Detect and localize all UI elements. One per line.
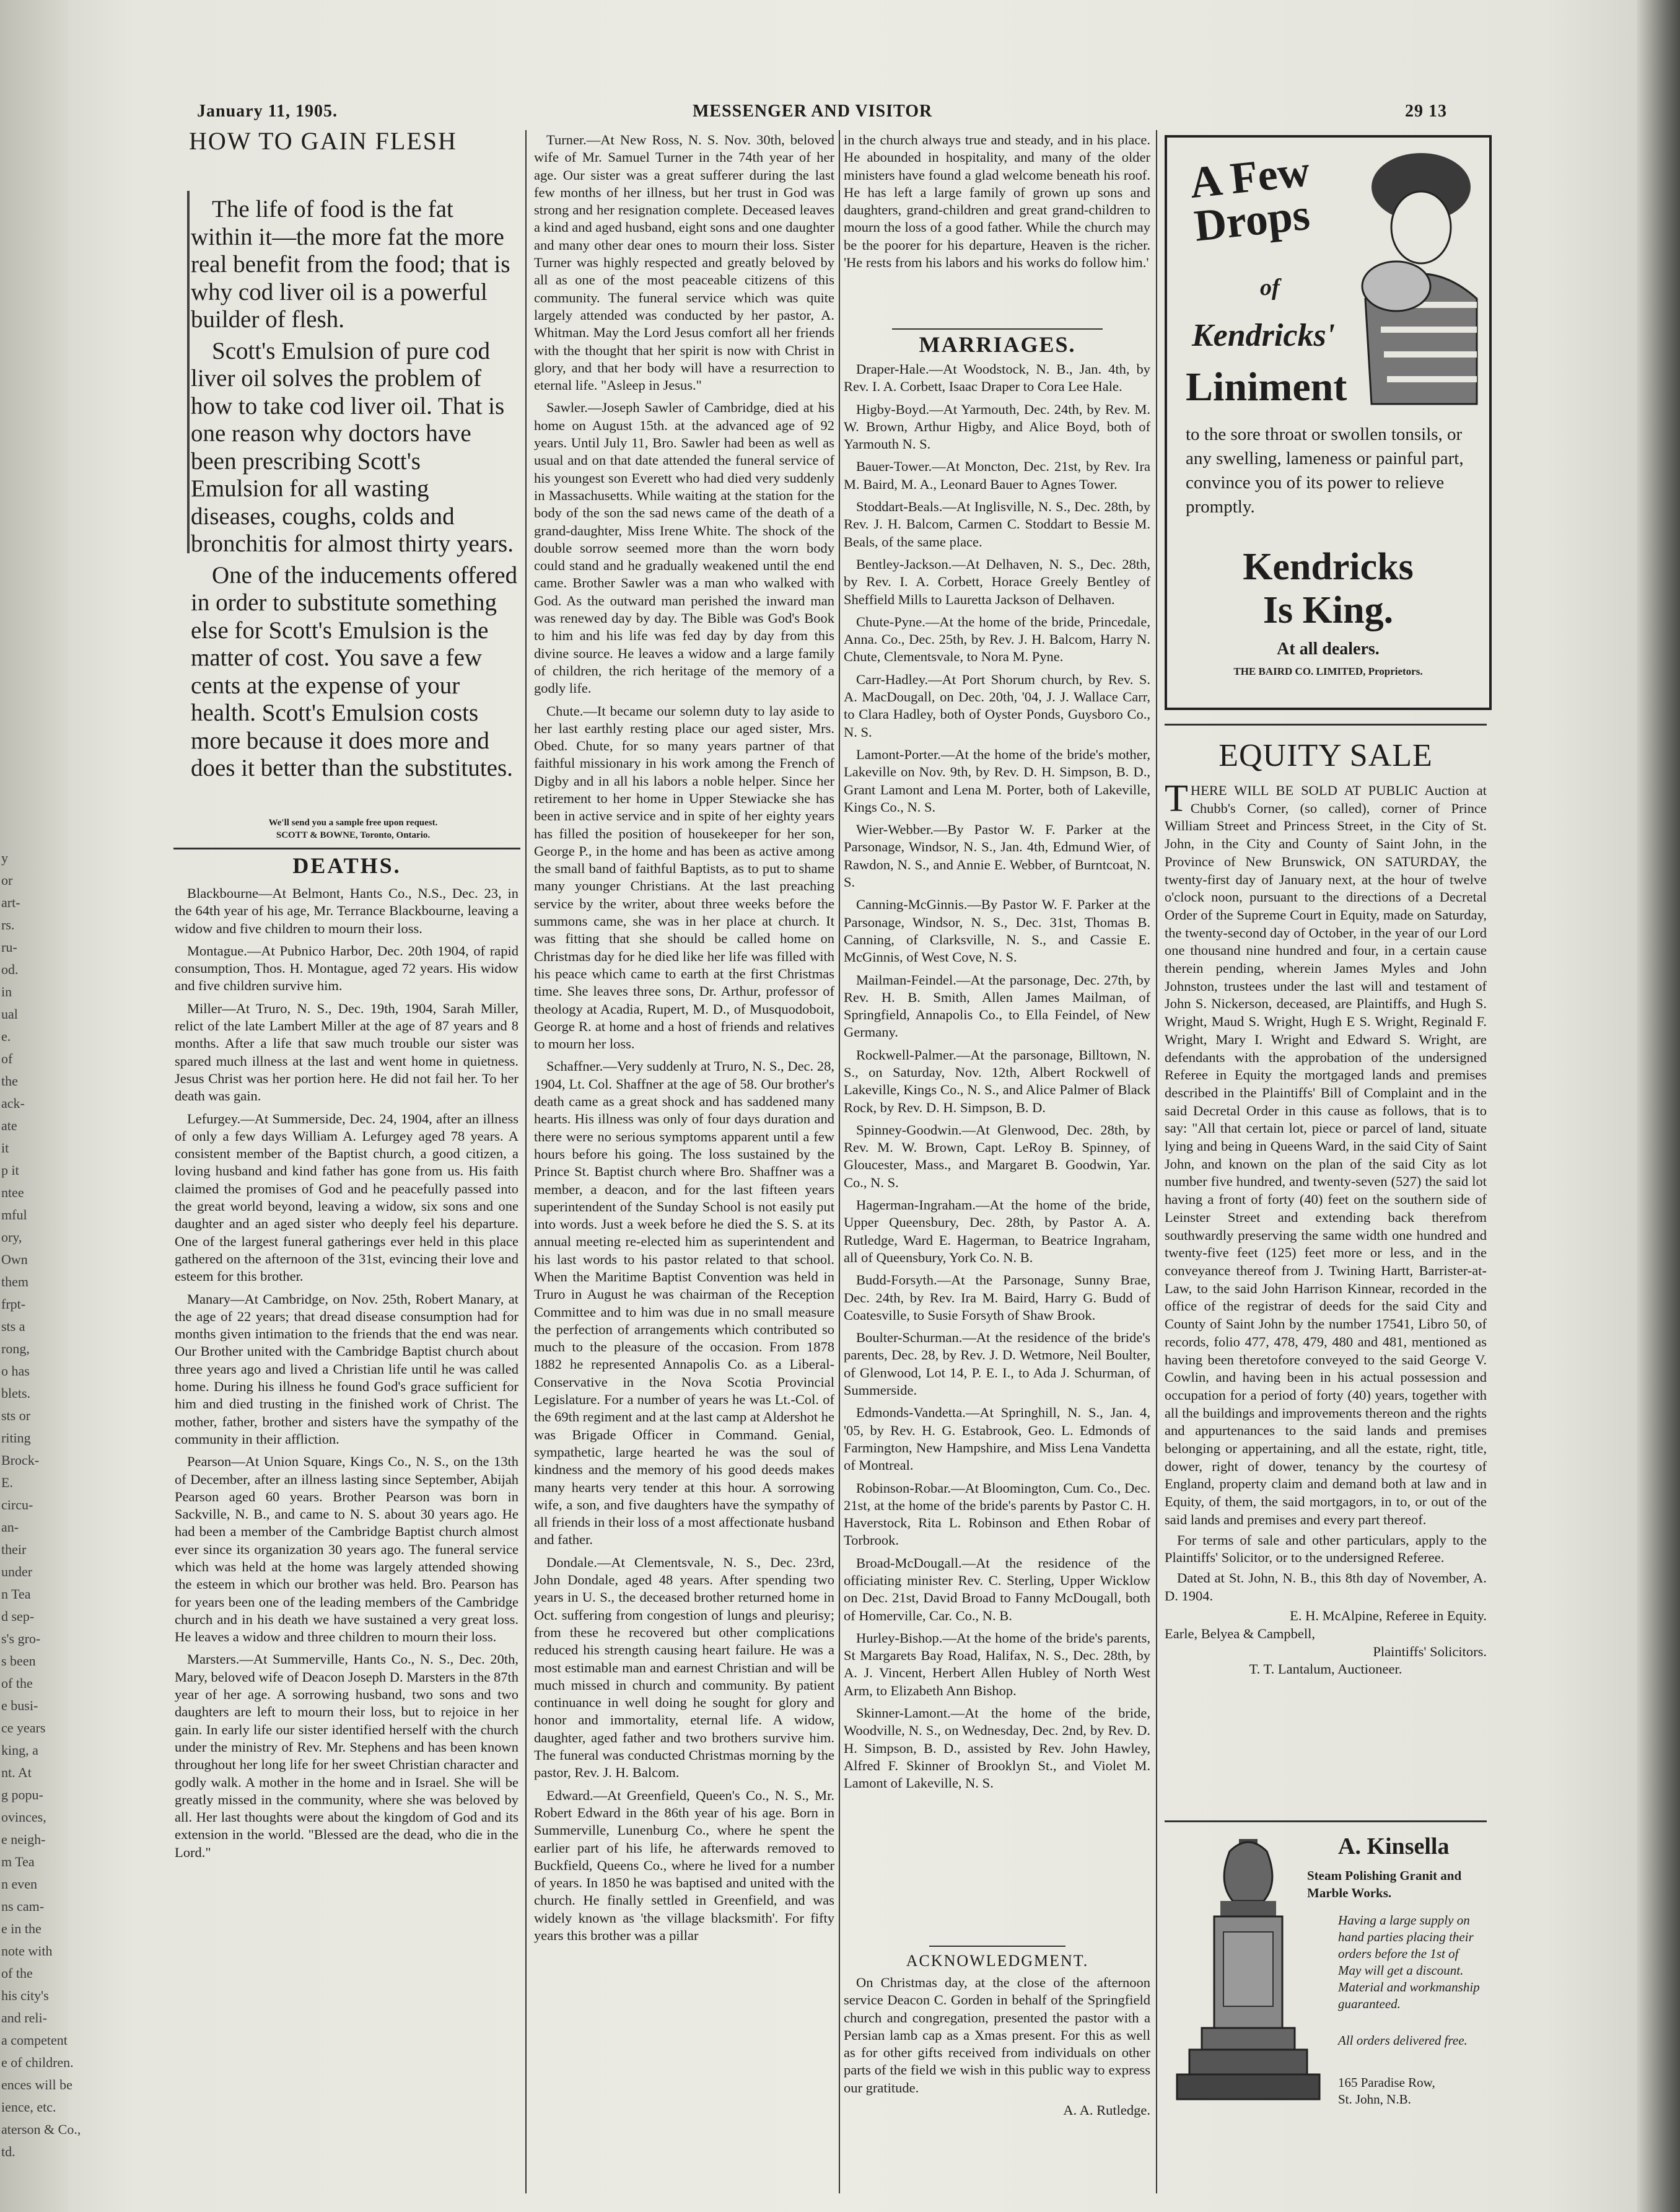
facing-page-fragment: e. xyxy=(1,1029,11,1044)
marriage-notice: Hagerman-Ingraham.—At the home of the bride, Upper Queensbury, Dec. 28th, by Pastor A. A. Rutledge, Ward E. Hagerman, to Beatrice Ingraham, all of Queensbury, York Co. N. B. xyxy=(844,1197,1150,1265)
marriages-column xyxy=(844,361,1150,1947)
referee: E. H. McAlpine, Referee in Equity. xyxy=(1290,1608,1487,1624)
facing-page-fragment: and reli- xyxy=(1,2010,47,2025)
advertiser: SCOTT & BOWNE, Toronto, Ontario. xyxy=(276,830,431,840)
equity-sale-notice xyxy=(1165,778,1487,1679)
facing-page-fragment: rong, xyxy=(1,1341,30,1356)
ad-paragraph: Scott's Emulsion of pure cod liver oil solves the problem of how to take cod liver oil. That is one reason why doctors have been prescribing Scott's Emulsion for all wasting diseases, coughs, colds and bronchitis for almost thirty years. xyxy=(191,337,514,557)
marriage-notice: Bentley-Jackson.—At Delhaven, N. S., Dec. 28th, by Rev. I. A. Corbett, Horace Greely Bentley of Sheffield Mills to Lauretta Jackson of Delhaven. xyxy=(844,556,1150,607)
facing-page-fragment: nt. At xyxy=(1,1765,32,1780)
page-number: 29 13 xyxy=(1405,102,1447,121)
facing-page-fragment: e of children. xyxy=(1,2055,74,2070)
facing-page-fragment: riting xyxy=(1,1430,31,1446)
marriages-heading: MARRIAGES. xyxy=(919,332,1076,357)
marriage-notice: Budd-Forsyth.—At the Parsonage, Sunny Brae, Dec. 24th, by Rev. Ira M. Baird, Harry G. Budd of Coatesville, to Susie Forsyth of Shaw Brook. xyxy=(844,1272,1150,1323)
facing-page-fragment: ual xyxy=(1,1006,18,1022)
ad-line xyxy=(1187,146,1316,251)
facing-page-fragment: e in the xyxy=(1,1921,42,1936)
marriage-notice: Stoddart-Beals.—At Inglisville, N. S., Dec. 28th, by Rev. J. H. Balcom, Carmen C. Stoddart to Bessie M. Beals, of the same place. xyxy=(844,499,1150,550)
facing-page-fragment: in xyxy=(1,984,12,999)
notice-terms: For terms of sale and other particulars, apply to the Plaintiffs' Solicitor, or to the undersigned Referee. xyxy=(1165,1532,1487,1566)
death-notice: Edward.—At Greenfield, Queen's Co., N. S., Mr. Robert Edward in the 86th year of his age. Born in Summerville, Lunenburg Co., where he spent the earlier part of his life, he afterwards removed to Buckfield, Queens Co., where he lived for a number of years. In 1850 he was baptised and united with the church. He finally settled in Greenfield, and was widely known as 'the village blacksmith'. For fifty years this brother was a pillar xyxy=(534,1787,834,1943)
delivery-note: All orders delivered free. xyxy=(1338,2033,1468,2048)
death-notice: Sawler.—Joseph Sawler of Cambridge, died at his home on August 15th. at the advanced age of 92 years. Until July 11, Bro. Sawler had been as well as usual and on that date attended the funeral service of his youngest son Everett who had died very suddenly in Massachusetts. While waiting at the station for the body of the son the sad news came of the death of a grand-daughter, Miss Irene White. The shock of the double sorrow seemed more than the worn body could stand and he gradually weakened until the end came. Brother Sawler was a man who walked with God. As the outward man perished the inward man was renewed day by day. The Bible was God's Book to him and his life was fed day by day from this divine source. He leaves a widow and a large family of children, the rich heritage of the memory of a godly life. xyxy=(534,400,834,696)
marriage-notice: Spinney-Goodwin.—At Glenwood, Dec. 28th, by Rev. M. W. Brown, Capt. LeRoy B. Spinney, of Gloucester, Mass., and Margaret B. Goodwin, Yar. Co., N. S. xyxy=(844,1121,1150,1190)
kendricks-liniment-ad xyxy=(1165,135,1492,710)
marriage-notice: Wier-Webber.—By Pastor W. F. Parker at the Parsonage, Windsor, N. S., Jan. 4th, Edmund Wier, of Rawdon, N. S., and Annie E. Webber, of Burntcoat, N. S. xyxy=(844,822,1150,890)
facing-page-fragment: n Tea xyxy=(1,1586,31,1602)
facing-page-fragment: sts a xyxy=(1,1319,25,1334)
ad-text-a-few: A Few xyxy=(1187,146,1312,208)
column-rule xyxy=(1156,130,1157,2193)
ad-brand: Kendricks' xyxy=(1192,318,1336,353)
ad-headline: HOW TO GAIN FLESH xyxy=(189,127,457,155)
auctioneer: T. T. Lantalum, Auctioneer. xyxy=(1249,1661,1402,1677)
facing-page-fragment: ences will be xyxy=(1,2077,72,2092)
facing-page-fragment: blets. xyxy=(1,1385,31,1401)
facing-page-fragment: s been xyxy=(1,1653,36,1669)
facing-page-fragment: p it xyxy=(1,1162,19,1178)
facing-page-fragment: g popu- xyxy=(1,1787,43,1802)
marriage-notice: Mailman-Feindel.—At the parsonage, Dec. 27th, by Rev. H. B. Smith, Allen James Mailman, of Springfield, Annapolis Co., to Ella Feindel, of New Germany. xyxy=(844,972,1150,1040)
death-notice: Montague.—At Pubnico Harbor, Dec. 20th 1904, of rapid consumption, Thos. H. Montague, aged 72 years. His widow and five children survive him. xyxy=(175,942,518,994)
ad-body: Having a large supply on hand parties placing their orders before the 1st of May will get a discount. Material and workmanship guaranteed. xyxy=(1338,1913,1480,2011)
facing-page-fragment: E. xyxy=(1,1475,13,1490)
facing-page-fragment: circu- xyxy=(1,1497,33,1512)
facing-page-fragment: e neigh- xyxy=(1,1832,46,1847)
facing-page-fragment: a competent xyxy=(1,2032,68,2048)
death-notice: Lefurgey.—At Summerside, Dec. 24, 1904, after an illness of only a few days William A. Lefurgey aged 78 years. A consistent member of the Baptist church, a good citizen, a loving husband and kind father has gone from us. His faith claimed the promises of God and he peacefully passed into the great world beyond, leaving a widow, six sons and one daughter and an aged sister who deeply feel his departure. One of the largest funeral gatherings ever held in this place gathered on the afternoon of the 31st, evincing their love and esteem for this brother. xyxy=(175,1110,518,1284)
address-line-1: 165 Paradise Row, xyxy=(1338,2075,1435,2090)
death-continued xyxy=(844,131,1150,323)
notice-body: HERE WILL BE SOLD AT PUBLIC Auction at Chubb's Corner, (so called), corner of Prince William Street and Princess Street, in the City of St. John, in the City and County of Saint John, in the Province of New Brunswick, ON SATURDAY, the twenty-first day of January next, at the hour of twelve o'clock noon, pursuant to the directions of a Decretal Order of the Supreme Court in Equity, made on Saturday, the twenty-second day of October, in the year of our Lord one thousand nine hundred and four, in a certain cause therein pending, wherein James Myles and John Johnston, trustees under the last will and testament of John S. Nickerson, deceased, are Plaintiffs, and Hugh S. Wright, Maud S. Wright, Hugh E S. Wright, Reginald F. Wright, Mary I. Wright and Edward S. Wright, are defendants with the approbation of the undersigned Referee in Equity the mortgaged lands and premises described in the Plaintiffs' Bill of Complaint and in the said Decretal Order in this cause as follows, that is to say: "All that certain lot, piece or parcel of land, situate lying and being in Queens Ward, in the said City of Saint John, and known on the plan of the said City as lot number five hundred, and twenty-seven (527) the said lot having a front of forty (40) feet on the southern side of Leinster Street and extending back therefrom southwardly preserving the same width one hundred and twenty-five feet (125) feet more or less, and in the conveyance thereof from J. Twining Hartt, Barrister-at-Law, to the said John Harrison Kinnear, recorded in the office of the registrar of deeds for the said City and County of Saint John by the number 17541, Libro 50, of records, folio 477, 478, 479, 480 and 481, mentioned as having been theretofore conveyed to the said George V. Cowlin, and having been in his actual possession and occupation for a period of forty (40) years, together with all the buildings and improvements thereon and the rights and appurtenances to the said lands and premises belonging or appertaining, and all the estate, right, title, dower, right of dower, tenancy by the courtesy of England, property claim and demand both at law and in Equity, of them, the said mortgagors, in to, or out of the said lands and premises and every part thereof. xyxy=(1165,783,1487,1527)
marriage-notice: Carr-Hadley.—At Port Shorum church, by Rev. S. A. MacDougall, on Dec. 20th, '04, J. J. Wallace Carr, to Clara Hadley, both of Oyster Ponds, Guysboro Co., N. S. xyxy=(844,671,1150,740)
facing-page-fragment: rs. xyxy=(1,917,15,933)
marriage-notice: Robinson-Robar.—At Bloomington, Cum. Co., Dec. 21st, at the home of the bride's parents by Pastor C. H. Haverstock, Rita L. Robinson and Ethen Robar of Torbrook. xyxy=(844,1480,1150,1548)
section-rule xyxy=(929,1946,1065,1947)
facing-page-fragment: sts or xyxy=(1,1408,31,1423)
marriage-notice: Bauer-Tower.—At Moncton, Dec. 21st, by Rev. Ira M. Baird, M. A., Leonard Bauer to Agnes Tower. xyxy=(844,459,1150,492)
column-rule xyxy=(839,130,840,2193)
slogan-line-2: Is King. xyxy=(1262,589,1394,631)
facing-page-fragment: ce years xyxy=(1,1720,46,1736)
facing-page-fragment: or xyxy=(1,872,13,888)
facing-page-fragment: note with xyxy=(1,1943,53,1959)
address xyxy=(1338,2074,1481,2108)
acknowledgment-text: On Christmas day, at the close of the afternoon service Deacon C. Gorden in behalf of the Springfield church and congregation, presented the pastor with a Persian lamb cap as a Xmas present. For this as well as for other gifts received from individuals on other parts of the field we wish in this public way to express our gratitude. xyxy=(844,1975,1150,2096)
facing-page-fragment: an- xyxy=(1,1519,19,1535)
section-rule xyxy=(892,328,1103,330)
death-notice: Chute.—It became our solemn duty to lay aside to her last earthly resting place our aged sister, Mrs. Obed. Chute, for so many years partner of that faithful missionary in his work among the French of Digby and in all his labors a noble helper. Since her retirement to her home in Upper Stewiacke she has been in active service and in spite of her eighty years has filled the position of housekeeper for her son, George P., in the home and has been as active among the small band of faithful Baptists, as to put to shame many younger Christians. At the last preaching service by the writer, about three weeks before the summons came, she was in her place at church. It was fitting that she should be called home on Christmas day for he died like her life was filled with his peace which came to earth at the first Christmas time. She leaves three sons, Dr. Arthur, professor of theology at Acadia, Rupert, M. D., of Musquodoboit, George R. at home and a host of friends and relatives to mourn her loss. xyxy=(534,703,834,1052)
facing-page-fragment: e busi- xyxy=(1,1698,38,1713)
marriage-notice: Chute-Pyne.—At the home of the bride, Princedale, Anna. Co., Dec. 25th, by Rev. J. H. Balcom, Harry N. Chute, Clementsvale, to Nora M. Pyne. xyxy=(844,613,1150,665)
facing-page-fragment: frpt- xyxy=(1,1296,26,1312)
facing-page-fragment: aterson & Co., xyxy=(1,2122,81,2137)
facing-page-fragment: m Tea xyxy=(1,1854,35,1869)
ad-paragraph: One of the inducements offered in order to substitute something else for Scott's Emulsion is the matter of cost. You save a few cents at the expense of your health. Scott's Emulsion costs more because it does more and does it better than the substitutes. xyxy=(191,561,518,781)
marriage-notice: Rockwell-Palmer.—At the parsonage, Billtown, N. S., on Saturday, Nov. 12th, Albert Rockwell of Lakeville, Kings Co., N. S., and Alice Palmer of Black Rock, by Rev. D. H. Simpson, B. D. xyxy=(844,1047,1150,1115)
marriage-notice: Broad-McDougall.—At the residence of the officiating minister Rev. C. Sterling, Upper Wicklow on Dec. 21st, David Broad to Fanny McDougall, both of Homerville, Car. Co., N. B. xyxy=(844,1555,1150,1623)
facing-page-fragment: ate xyxy=(1,1118,17,1133)
deaths-column-2 xyxy=(534,131,834,2195)
facing-page-fragment: of the xyxy=(1,1965,33,1981)
facing-page-fragment: d sep- xyxy=(1,1609,35,1624)
equity-sale-heading: EQUITY SALE xyxy=(1218,738,1433,773)
section-rule xyxy=(1165,1820,1487,1822)
death-notice: Miller—At Truro, N. S., Dec. 19th, 1904, Sarah Miller, relict of the late Lambert Miller at the age of 87 years and 8 months. After a life that saw much trouble our sister was spared much illness at the last and went home in quietness. Jesus Christ was her portion here. He did not fail her. To her death was gain. xyxy=(175,1000,518,1104)
facing-page-fragment: ru- xyxy=(1,939,17,955)
facing-page-fragment: it xyxy=(1,1140,9,1156)
address-line-2: St. John, N.B. xyxy=(1338,2092,1411,2107)
acknowledgment-heading: ACKNOWLEDGMENT. xyxy=(906,1952,1089,1970)
slogan-line-1: Kendricks xyxy=(1243,546,1414,588)
deaths-heading: DEATHS. xyxy=(292,853,401,878)
facing-page-fragment: the xyxy=(1,1073,18,1089)
marriage-notice: Canning-McGinnis.—By Pastor W. F. Parker at the Parsonage, Windsor, N. S., Dec. 31st, Thomas B. Canning, of Clarksville, N. S., and Cassie E. McGinnis, of West Cove, N. S. xyxy=(844,897,1150,965)
ad-paragraph: The life of food is the fat within it—the more fat the more real benefit from the food; that is why cod liver oil is a powerful builder of flesh. xyxy=(191,196,510,333)
facing-page-fragment: king, a xyxy=(1,1742,38,1758)
facing-page-fragment: under xyxy=(1,1564,33,1579)
ad-border xyxy=(187,191,190,553)
ad-text-of: of xyxy=(1260,274,1280,301)
marriage-notice: Higby-Boyd.—At Yarmouth, Dec. 24th, by Rev. M. W. Brown, Arthur Higby, and Alice Boyd, both of Yarmouth N. S. xyxy=(844,401,1150,452)
ad-footer xyxy=(186,817,520,841)
marriage-notice: Draper-Hale.—At Woodstock, N. B., Jan. 4th, by Rev. I. A. Corbett, Isaac Draper to Cora Lee Hale. xyxy=(844,361,1150,395)
left-page-edge xyxy=(0,0,81,2212)
facing-page-fragment: ack- xyxy=(1,1095,25,1111)
deaths-column-1 xyxy=(175,885,518,2198)
sample-offer: We'll send you a sample free upon request. xyxy=(268,818,438,828)
paper-title: MESSENGER AND VISITOR xyxy=(693,102,933,121)
section-rule xyxy=(1165,724,1487,726)
facing-page-fragment: of the xyxy=(1,1675,33,1691)
facing-page-fragment: ory, xyxy=(1,1229,22,1245)
facing-page-fragment: ns cam- xyxy=(1,1898,45,1914)
facing-page-fragment: y xyxy=(1,850,8,866)
facing-page-fragment: his city's xyxy=(1,1988,49,2003)
solicitors: Earle, Belyea & Campbell, xyxy=(1165,1626,1316,1642)
section-rule xyxy=(173,848,520,849)
ad-product: Liniment xyxy=(1186,364,1347,410)
death-notice: Dondale.—At Clementsvale, N. S., Dec. 23rd, John Dondale, aged 48 years. After spending two years in U. S., the deceased brother returned home in Oct. suffering from congestion of lungs and pleurisy; from these he recovered but other complications reduced his strength causing heart failure. He was a most estimable man and earnest Christian and will be much missed in church and community. By patient continuance in well doing he sought for glory and honor and immortality, eternal life. A widow, daughter, aged father and two brothers survive him. The funeral was conducted Christmas morning by the pastor, Rev. J. H. Balcom. xyxy=(534,1554,834,1781)
marriage-notice: Skinner-Lamont.—At the home of the bride, Woodville, N. S., on Wednesday, Dec. 2nd, by Rev. D. H. Simpson, B. D., assisted by Rev. John Hawley, Alfred F. Skinner of Brooklyn St., and Violet M. Lamont of Lakeville, N. S. xyxy=(844,1705,1150,1791)
marriage-notice: Boulter-Schurman.—At the residence of the bride's parents, Dec. 28, by Rev. J. D. Wetmore, Neil Boulter, of Glenwood, Lot 14, P. E. I., to Ada J. Schurman, of Summerside. xyxy=(844,1330,1150,1398)
facing-page-fragment: s's gro- xyxy=(1,1631,41,1646)
death-notice-continued: in the church always true and steady, and in his place. He abounded in hospitality, and many of the older ministers have found a glad welcome beneath his roof. He has left a large family of grown up sons and daughters, grand-children and great grand-children to mourn the loss of a good father. While the church may be the poorer for his departure, Heaven is the richer. 'He rests from his labors and his works do follow him.' xyxy=(844,132,1150,271)
death-notice: Blackbourne—At Belmont, Hants Co., N.S., Dec. 23, in the 64th year of his age, Mr. Terrance Blackbourne, leaving a widow and five children to mourn their loss. xyxy=(175,885,518,936)
right-page-shadow xyxy=(1637,0,1680,2212)
death-notice: Marsters.—At Summerville, Hants Co., N. S., Dec. 20th, Mary, beloved wife of Deacon Joseph D. Marsters in the 87th year of her age. A sorrowing husband, two sons and two daughters are left to mourn their loss, but to rejoice in her gain. In early life our sister identified herself with the church under the ministry of Rev. Mr. Stephens and has been known throughout her long life for her sweet Christian character and godly walk. A mother in the home and in Israel. She will be greatly missed in the community, where she was beloved by all. Her last thoughts were about the kingdom of God and its extension in the world. "Blessed are the dead, who die in the Lord." xyxy=(175,1651,518,1860)
facing-page-fragment: Own xyxy=(1,1252,28,1267)
facing-page-fragment: them xyxy=(1,1274,28,1289)
facing-page-fragment: n even xyxy=(1,1876,38,1892)
facing-page-fragment: o has xyxy=(1,1363,30,1379)
death-notice: Manary—At Cambridge, on Nov. 25th, Robert Manary, at the age of 22 years; that dread disease consumption had for months given intimation to the friends that the end was near. Our Brother united with the Cambridge Baptist church about three years ago and lived a Christian life until he was called home. During his illness he found God's grace sufficient for him and died trusting in the finished work of Christ. The mother, father, brother and sisters have the sympathy of the community in their affliction. xyxy=(175,1291,518,1447)
drop-cap: T xyxy=(1165,778,1188,820)
marriage-notice: Edmonds-Vandetta.—At Springhill, N. S., Jan. 4, '05, by Rev. H. G. Estabrook, Geo. L. Edmonds of Farmington, New Hampshire, and Miss Lena Vandetta of Montreal. xyxy=(844,1405,1150,1473)
facing-page-fragment: ience, etc. xyxy=(1,2099,56,2115)
facing-page-fragment: od. xyxy=(1,962,19,977)
scott-emulsion-ad xyxy=(191,196,519,786)
solicitors-role: Plaintiffs' Solicitors. xyxy=(1373,1643,1487,1659)
advertiser-name: A. Kinsella xyxy=(1338,1833,1450,1859)
facing-page-fragment: mful xyxy=(1,1207,27,1222)
death-notice: Pearson—At Union Square, Kings Co., N. S., on the 13th of December, after an illness lasting since September, Abijah Pearson aged 60 years. Brother Pearson was born in Sackville, N. B., and came to N. S. about 30 years ago. He had been a member of the Cambridge Baptist church almost ever since its organization 30 years ago. The funeral service which was held at the home was largely attended showing the esteem in which our brother was held. Bro. Pearson has for years been one of the leading members of the Cambridge church and in his death we have sustained a very great loss. He leaves a widow and three children to mourn their loss. xyxy=(175,1454,518,1645)
facing-page-fragment: td. xyxy=(1,2144,15,2159)
facing-page-fragment: of xyxy=(1,1051,13,1066)
column-rule xyxy=(525,130,527,2193)
facing-page-fragment: their xyxy=(1,1542,27,1557)
ad-body: to the sore throat or swollen tonsils, or any swelling, lameness or painful part, convince you of its power to relieve promptly. xyxy=(1186,424,1464,517)
acknowledgment-signature: A. A. Rutledge. xyxy=(1063,2102,1150,2118)
death-notice: Turner.—At New Ross, N. S. Nov. 30th, beloved wife of Mr. Samuel Turner in the 74th year of her age. Our sister was a great sufferer during the last few months of her illness, but her trust in God was strong and her resignation complete. Deceased leaves a kind and aged husband, eight sons and one daughter and many other dear ones to mourn their loss. Sister Turner was highly respected and greatly beloved by all as one of the most peaceable citizens of this community. The funeral service which was quite largely attended was conducted by her pastor, A. Whitman. May the Lord Jesus comfort all her friends with the thought that her spirit is now with Christ in glory, and that her body will have a resurrection to eternal life. "Asleep in Jesus." xyxy=(534,132,834,393)
death-notice: Schaffner.—Very suddenly at Truro, N. S., Dec. 28, 1904, Lt. Col. Shaffner at the age of 58. Our brother's death came as a great shock and has saddened many hearts. His illness was only of four days duration and there were no serious symptoms apparent until a few hours before his going. The loss sustained by the Prince St. Baptist church where Bro. Shaffner was a member, a deacon, and for the last fifteen years superintendent of the Sunday School is not easily put into words. Just a week before he died the S. S. at its annual meeting re-elected him as superintendent and his last words to his pastor related to that school. When the Maritime Baptist Convention was held in Truro in August he was chairman of the Reception Committee and to him was due in no small measure the perfection of arrangements which contributed so much to the pleasure of the occasion. From 1878 1882 he represented Annapolis Co. as a Liberal-Conservative in the Nova Scotia Provincial Legislature. For a number of years he was Lt.-Col. of the 69th regiment and at the last camp at Aldershot he was Brigade Officer in Command. Genial, sympathetic, large hearted he was the soul of kindness and the memory of his good deeds makes many hearts very tender at this hour. A sorrowing wife, a son, and five daughters have the sympathy of all friends in their loss of a most affectionate husband and father. xyxy=(534,1058,834,1548)
kinsella-ad xyxy=(1165,1833,1487,2105)
monument-illustration xyxy=(1171,1833,1326,2105)
facing-page-fragment: art- xyxy=(1,895,20,910)
facing-page-fragment: ovinces, xyxy=(1,1809,46,1825)
ad-text-drops: Drops xyxy=(1192,189,1313,251)
issue-date: January 11, 1905. xyxy=(197,102,338,121)
marriage-notice: Hurley-Bishop.—At the home of the bride's parents, St Margarets Bay Road, Halifax, N. S., Dec. 28th, by A. J. Vincent, Herbert Allen Hubley of North West Arm, to Elizabeth Ann Bishop. xyxy=(844,1630,1150,1698)
facing-page-fragment: Brock- xyxy=(1,1452,40,1468)
ad-proprietor: THE BAIRD CO. LIMITED, Proprietors. xyxy=(1233,665,1423,677)
notice-dated: Dated at St. John, N. B., this 8th day of November, A. D. 1904. xyxy=(1165,1569,1487,1604)
acknowledgment xyxy=(844,1974,1150,2179)
business-description: Steam Polishing Granit and Marble Works. xyxy=(1307,1868,1462,1900)
marriage-notice: Lamont-Porter.—At the home of the bride's mother, Lakeville on Nov. 9th, by Rev. D. H. Simpson, B. D., Grant Lamont and Lena M. Porter, both of Lakeville, Kings Co., N. S. xyxy=(844,746,1150,815)
facing-page-fragment: ntee xyxy=(1,1185,24,1200)
ad-dealers: At all dealers. xyxy=(1277,639,1380,659)
ad-slogan xyxy=(1173,545,1483,632)
